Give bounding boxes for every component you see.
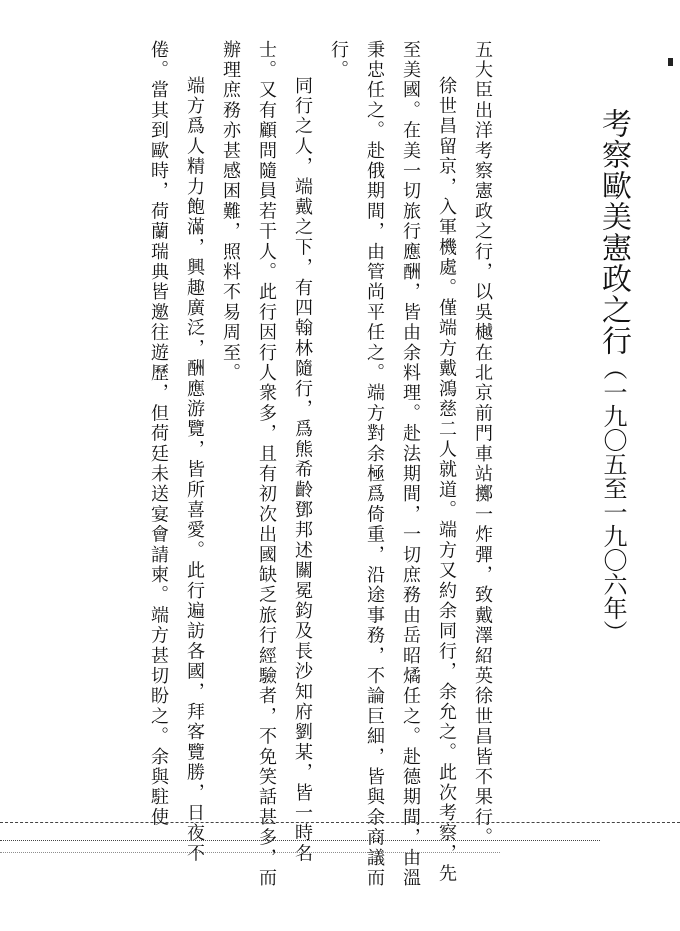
chapter-title [596,108,630,644]
scan-artifact-line [0,852,500,853]
chapter-title-years: （一九〇五至一九〇六年） [599,356,627,644]
paragraph-1: 五大臣出洋考察憲政之行，以吳樾在北京前門車站擲一炸彈，致戴澤紹英徐世昌皆不果行。 [472,40,493,848]
paragraph-2: 徐世昌留京，入軍機處。僅端方戴鴻慈二人就道。端方又約余同行，余允之。此次考察，先至美國。在美一切旅行應酬，皆由余料理。赴法期間，一切庶務由岳昭燏任之。赴德期間，由溫秉忠任之。赴俄期間，由管尚平任之。端方對余極爲倚重，沿途事務，不論巨細，皆與余商議而行。 [328,40,457,889]
paragraph-4: 端方爲人精力飽滿，興趣廣泛，酬應游覽，皆所喜愛。此行遍訪各國，拜客覽勝，日夜不倦。當其到歐時，荷蘭瑞典皆邀往遊歷，但荷廷未送宴會請柬。端方甚切盼之。余與駐使 [148,40,205,864]
scan-artifact-line [0,840,600,841]
chapter-title-main: 考察歐美憲政之行 [596,108,631,356]
body-text-column-block [128,40,500,890]
paragraph-3: 同行之人，端戴之下，有四翰林隨行，爲熊希齡鄧邦述關冕鈞及長沙知府劉某，皆一時名士。又有顧問隨員若干人。此行因行人衆多，且有初次出國缺乏旅行經驗者，不免笑話甚多，而辦理庶務亦甚感困難，照料不易周至。 [220,40,313,889]
scan-artifact-line [0,822,680,823]
scan-corner-mark [668,58,673,66]
